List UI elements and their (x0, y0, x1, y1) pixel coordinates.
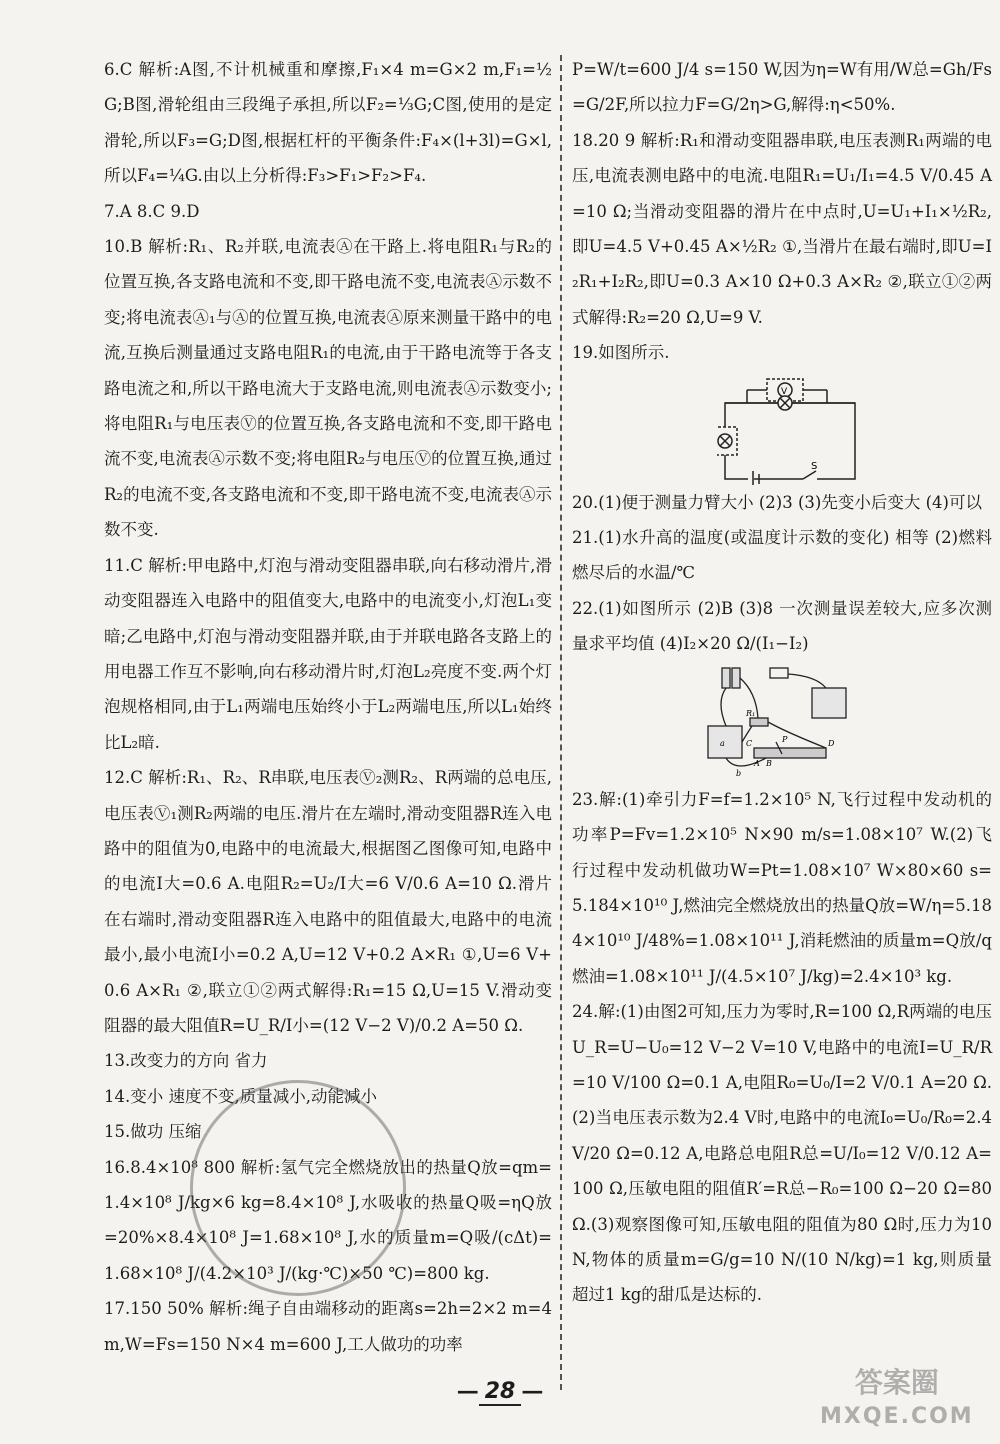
page-number: 28 (479, 1379, 522, 1406)
answer-item: 21.(1)水升高的温度(或温度计示数的变化) 相等 (2)燃料燃尽后的水温/℃ (572, 528, 992, 583)
watermark-logo (820, 1366, 974, 1434)
answer-item: 12.C 解析:R₁、R₂、R串联,电压表Ⓥ₂测R₂、R两端的总电压,电压表Ⓥ₁测R₂两端的电压.滑片在左端时,滑动变阻器R连入电路中的阻值为0,电路中的电流最大,根据图乙图像可知,电路中的电流I大=0.6 A.电阻R₂=U₂/I大=6 V/0.6 A=10 Ω.滑片在右端时,滑动变阻器R连入电路中的阻值最大,电路中的电流最小,最小电流I小=0.2 A,U=12 V+0.2 A×R₁ ①,U=6 V+0.6 A×R₁ ②,联立①②两式解得:R₁=15 Ω,U=15 V.滑动变阻器的最大阻值R=U_R/I小=(12 V−2 V)/0.2 A=50 Ω. (104, 768, 552, 1035)
switch-icon (770, 668, 788, 678)
point-c-label: C (746, 738, 753, 748)
answer-item: 22.(1)如图所示 (2)B (3)8 一次测量误差较大,应多次测量求平均值 (4)I₂×20 Ω/(I₁−I₂) (572, 598, 992, 654)
battery-icon (722, 668, 730, 688)
resistor-icon (750, 718, 768, 726)
page-footer: — 28 — (456, 1378, 544, 1404)
point-d-label: D (828, 738, 835, 748)
point-b-label: B (766, 758, 772, 768)
answer-item: 14.变小 速度不变,质量减小,动能减小 (104, 1086, 377, 1106)
voltmeter-label: V (781, 386, 788, 397)
battery-icon (732, 668, 740, 688)
circuit-diagram-22 (706, 662, 856, 782)
answer-item: 13.改变力的方向 省力 (104, 1051, 268, 1071)
circuit-diagram-19 (717, 375, 867, 485)
answer-item: P=W/t=600 J/4 s=150 W,因为η=W有用/W总=Gh/Fs=G/2F,所以拉力F=G/2η>G,解得:η<50%. (572, 60, 992, 115)
answer-item: 20.(1)便于测量力臂大小 (2)3 (3)先变小后变大 (4)可以 (572, 492, 982, 512)
answer-item: 17.150 50% 解析:绳子自由端移动的距离s=2h=2×2 m=4 m,W=Fs=150 N×4 m=600 J,工人做功的功率 (104, 1299, 552, 1354)
point-a-label: A (754, 758, 760, 768)
r1-label: R₁ (746, 708, 756, 718)
circuit-wire-loop (725, 403, 855, 479)
meter-a-label: a (720, 738, 725, 748)
answer-item: 15.做功 压缩 (104, 1122, 202, 1142)
wire-b-label: b (736, 768, 742, 778)
ammeter-icon (812, 688, 846, 718)
column-divider (560, 55, 562, 1390)
answer-item: 10.B 解析:R₁、R₂并联,电流表Ⓐ在干路上.将电阻R₁与R₂的位置互换,各支路电流和不变,即干路电流不变,电流表Ⓐ示数不变;将电流表Ⓐ₁与Ⓐ的位置互换,电流表Ⓐ原来测量干路中的电流,互换后测量通过支路电阻R₁的电流,由于干路电流等于各支路电流之和,所以干路电流大于支路电流,则电流表Ⓐ示数变小;将电阻R₁与电压表Ⓥ的位置互换,各支路电流和不变,即干路电流不变,电流表Ⓐ示数不变;将电阻R₂与电压Ⓥ的位置互换,通过R₂的电流不变,各支路电流和不变,即干路电流不变,电流表Ⓐ示数不变. (104, 237, 552, 540)
rheostat-icon (754, 748, 826, 758)
answer-item: 16.8.4×10⁸ 800 解析:氢气完全燃烧放出的热量Q放=qm=1.4×10⁸ J/kg×6 kg=8.4×10⁸ J,水吸收的热量Q吸=ηQ放=20%×8.4×10⁸ J=1.68×10⁸ J,水的质量m=Q吸/(cΔt)=1.68×10⁸ J/(4.2×10³ J/(kg·℃)×50 ℃)=800 kg. (104, 1157, 552, 1283)
answer-item: 18.20 9 解析:R₁和滑动变阻器串联,电压表测R₁两端的电压,电流表测电路中的电流.电阻R₁=U₁/I₁=4.5 V/0.45 A=10 Ω;当滑动变阻器的滑片在中点时,U=U₁+I₁×½R₂,即U=4.5 V+0.45 A×½R₂ ①,当滑片在最右端时,即U=I₂R₁+I₂R₂,即U=0.3 A×10 Ω+0.3 A×R₂ ②,联立①②两式解得:R₂=20 Ω,U=9 V. (572, 130, 992, 327)
right-column (572, 52, 992, 1313)
answer-item: 11.C 解析:甲电路中,灯泡与滑动变阻器串联,向右移动滑片,滑动变阻器连入电路中的阻值变大,电路中的电流变小,灯泡L₁变暗;乙电路中,灯泡与滑动变阻器并联,由于并联电路各支路上的用电器工作互不影响,向右移动滑片时,灯泡L₂亮度不变.两个灯泡规格相同,由于L₁两端电压始终小于L₂两端电压,所以L₁始终比L₂暗. (104, 555, 552, 752)
answer-item: 7.A 8.C 9.D (104, 201, 200, 221)
answer-item: 23.解:(1)牵引力F=f=1.2×10⁵ N,飞行过程中发动机的功率P=Fv=1.2×10⁵ N×90 m/s=1.08×10⁷ W.(2)飞行过程中发动机做功W=Pt=1.08×10⁷ W×80×60 s=5.184×10¹⁰ J,燃油完全燃烧放出的热量Q放=W/η=5.184×10¹⁰ J/48%=1.08×10¹¹ J,消耗燃油的质量m=Q放/q燃油=1.08×10¹¹ J/(4.5×10⁷ J/kg)=2.4×10³ kg. (572, 789, 992, 986)
watermark-url: MXQE.COM (820, 1404, 974, 1429)
watermark-title: 答案圈 (854, 1366, 939, 1399)
answer-item: 6.C 解析:A图,不计机械重和摩擦,F₁×4 m=G×2 m,F₁=½G;B图,滑轮组由三段绳子承担,所以F₂=⅓G;C图,使用的是定滑轮,所以F₃=G;D图,根据杠杆的平衡条件:F₄×(l+3l)=G×l,所以F₄=¼G.由以上分析得:F₃>F₁>F₂>F₄. (104, 60, 552, 186)
point-p-label: P (782, 734, 788, 744)
voltmeter-icon (708, 726, 742, 758)
answer-item: 19.如图所示. (572, 343, 670, 363)
switch-label: S (811, 460, 818, 472)
answer-item: 24.解:(1)由图2可知,压力为零时,R=100 Ω,R两端的电压U_R=U−U₀=12 V−2 V=10 V,电路中的电流I=U_R/R=10 V/100 Ω=0.1 A,电阻R₀=U₀/I=2 V/0.1 A=20 Ω.(2)当电压表示数为2.4 V时,电路中的电流I₀=U₀/R₀=2.4 V/20 Ω=0.12 A,电路总电阻R总=U/I₀=12 V/0.12 A=100 Ω,压敏电阻的阻值R′=R总−R₀=100 Ω−20 Ω=80 Ω.(3)观察图像可知,压敏电阻的阻值为80 Ω时,压力为10 N,物体的质量m=G/g=10 N/(10 N/kg)=1 kg,则质量超过1 kg的甜瓜是达标的. (572, 1002, 992, 1305)
